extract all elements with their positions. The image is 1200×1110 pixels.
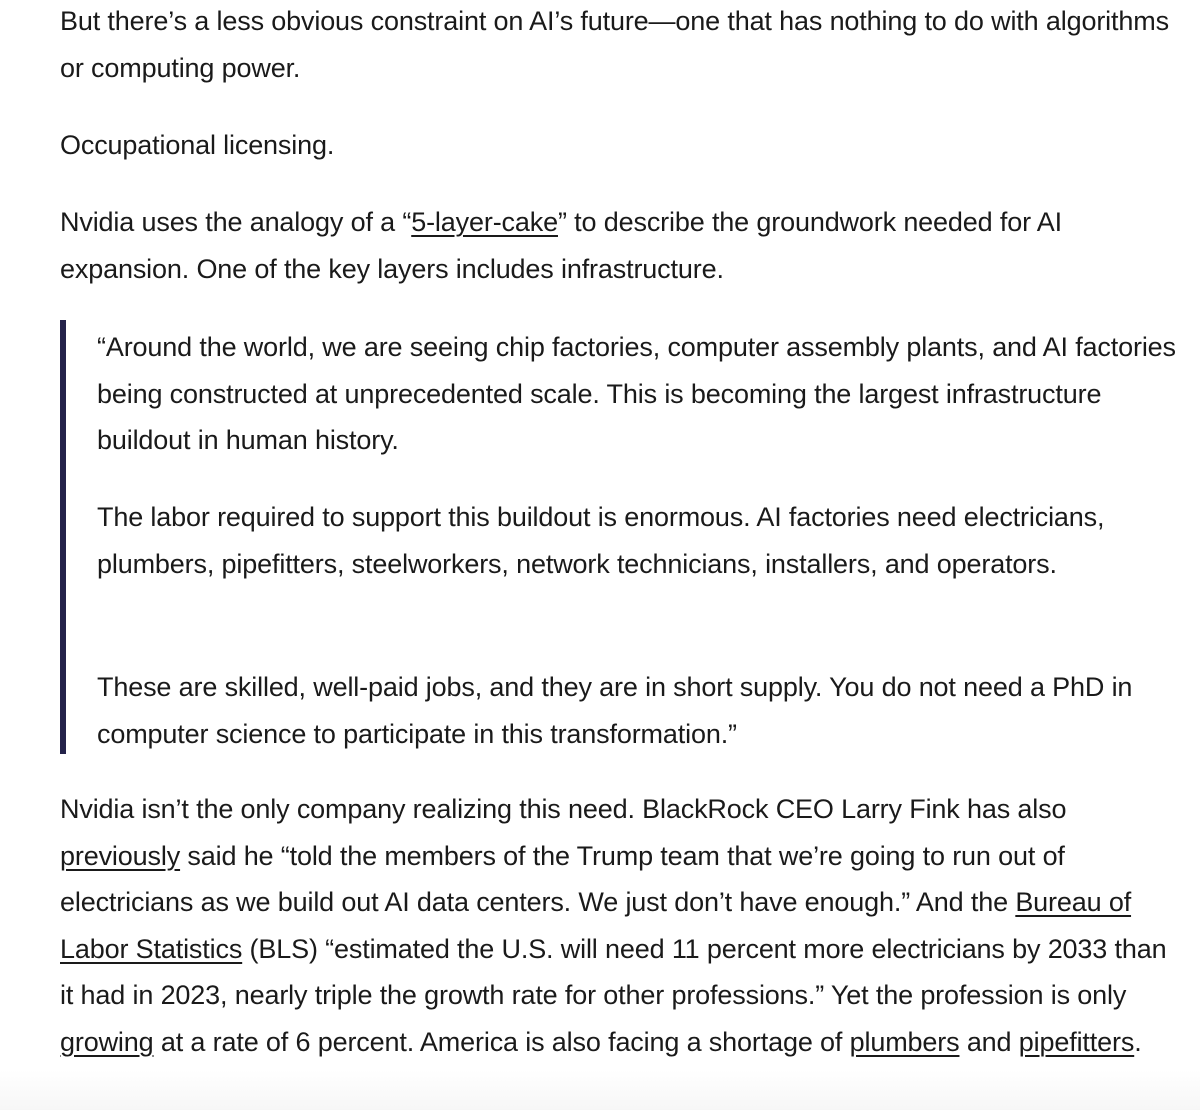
paragraph-labor-shortage [60, 786, 1180, 1065]
text-span: ” to describe the groundwork needed for AI expansion. One of the key layers includes infrastructure. [60, 207, 1062, 284]
link-pipefitters[interactable]: pipefitters [1018, 1026, 1135, 1057]
blockquote-bar [60, 320, 66, 754]
paragraph-constraint: But there’s a less obvious constraint on AI’s future—one that has nothing to do with algorithms or computing power. [60, 6, 1169, 83]
text-span: Nvidia uses the analogy of a “ [60, 207, 412, 237]
paragraph-occupational-licensing: Occupational licensing. [60, 130, 335, 160]
text-span: at a rate of 6 percent. America is also facing a shortage of [153, 1026, 850, 1057]
quote-paragraph-3: These are skilled, well-paid jobs, and they are in short supply. You do not need a PhD in computer science to participate in this transformation.” [97, 672, 1133, 749]
text-span: (BLS) “estimated the U.S. will need 11 percent more electricians by 2033 than it had in 2023, nearly triple the growth rate for other professions.” Yet the profession is only [60, 933, 1167, 1010]
text-span: . [1134, 1026, 1142, 1057]
blockquote [60, 320, 1185, 754]
text-span: Nvidia isn’t the only company realizing this need. BlackRock CEO Larry Fink has also [60, 794, 1067, 824]
quote-paragraph-2: The labor required to support this buildout is enormous. AI factories need electricians, plumbers, pipefitters, steelworkers, network technicians, installers, and operators. [97, 502, 1105, 579]
paragraph-layer-cake [60, 199, 1175, 292]
link-growing[interactable]: growing [60, 1026, 154, 1057]
text-span: and [959, 1026, 1019, 1057]
link-plumbers[interactable]: plumbers [849, 1026, 960, 1057]
quote-paragraph-1: “Around the world, we are seeing chip factories, computer assembly plants, and AI factories being constructed at unprecedented scale. This is becoming the largest infrastructure buildout in human history. [97, 332, 1176, 455]
link-5-layer-cake[interactable]: 5-layer-cake [411, 207, 558, 237]
text-span: said he “told the members of the Trump team that we’re going to run out of electricians as we build out AI data centers. We just don’t have enough.” And the [60, 840, 1065, 917]
link-previously[interactable]: previously [60, 840, 181, 871]
bottom-fade [0, 1070, 1200, 1110]
link-bureau-of-labor-statistics[interactable]: Bureau of Labor Statistics [60, 887, 1132, 964]
